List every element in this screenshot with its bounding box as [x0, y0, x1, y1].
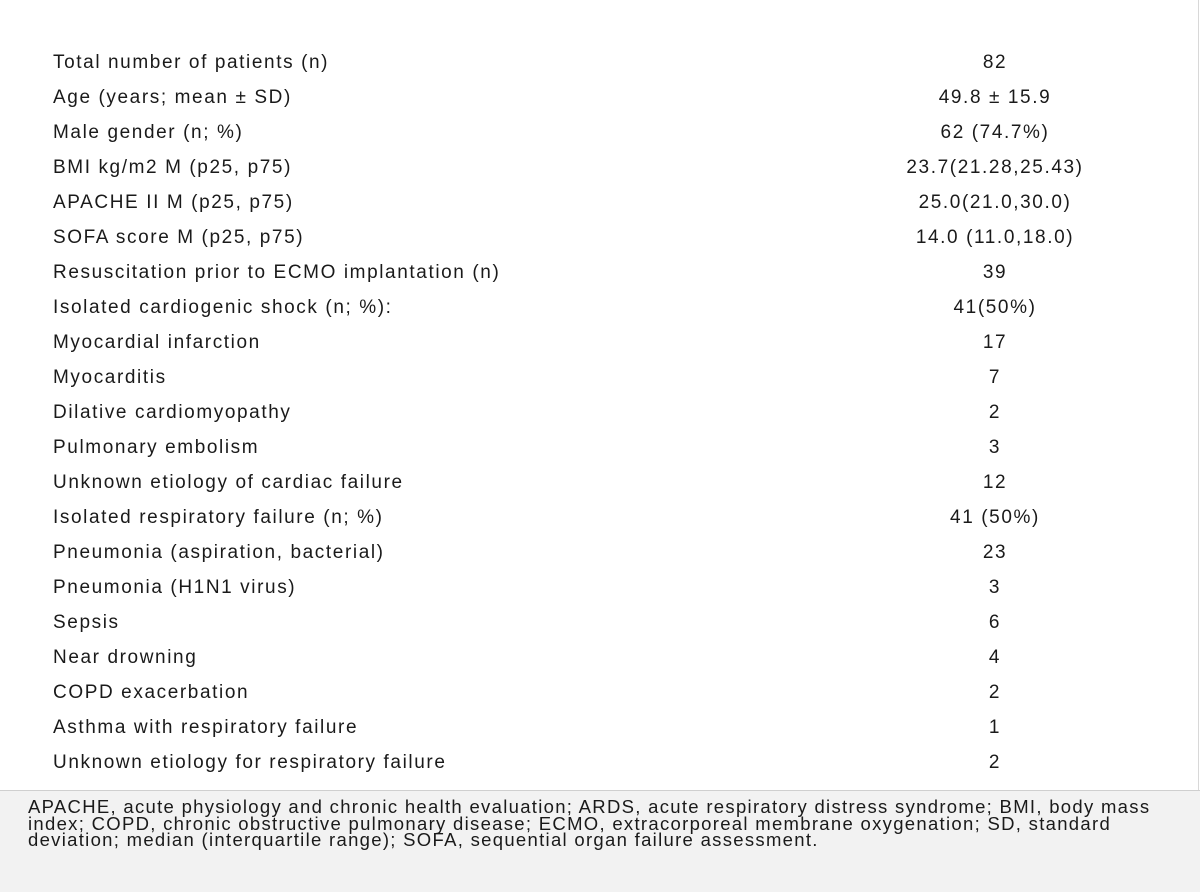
row-label: Resuscitation prior to ECMO implantation (n) [53, 262, 501, 283]
table-row [0, 45, 1200, 80]
table-row [0, 605, 1200, 640]
row-label: Age (years; mean ± SD) [53, 87, 292, 108]
row-value: 2 [988, 402, 1002, 423]
row-label: APACHE II M (p25, p75) [53, 192, 294, 213]
row-label: Male gender (n; %) [53, 122, 244, 143]
row-value: 41 (50%) [950, 507, 1040, 528]
row-label: Isolated cardiogenic shock (n; %): [53, 297, 393, 318]
row-label: SOFA score M (p25, p75) [53, 227, 305, 248]
row-value: 7 [988, 367, 1002, 388]
table-row [0, 325, 1200, 360]
footnote-text: APACHE, acute physiology and chronic health evaluation; ARDS, acute respiratory distress syndrome; BMI, body mass index; COPD, chronic obstructive pulmonary disease; ECMO, extracorporeal membrane oxygenation; SD, standard deviation; median (interquartile range); SOFA, sequential organ failure assessment. [28, 796, 1151, 851]
row-label: COPD exacerbation [53, 682, 250, 703]
table-row [0, 220, 1200, 255]
table-row [0, 465, 1200, 500]
table-row [0, 710, 1200, 745]
table-row [0, 535, 1200, 570]
table-row [0, 570, 1200, 605]
patient-characteristics-table [0, 45, 1200, 780]
row-value: 41(50%) [953, 297, 1037, 318]
row-value: 4 [988, 647, 1002, 668]
row-value: 23.7(21.28,25.43) [906, 157, 1084, 178]
row-label: Unknown etiology for respiratory failure [53, 752, 447, 773]
table-row [0, 675, 1200, 710]
row-value: 3 [988, 577, 1002, 598]
table-row [0, 430, 1200, 465]
table-row [0, 185, 1200, 220]
row-value: 14.0 (11.0,18.0) [915, 227, 1075, 248]
table-row [0, 255, 1200, 290]
row-label: Isolated respiratory failure (n; %) [53, 507, 384, 528]
row-label: Total number of patients (n) [53, 52, 330, 73]
row-value: 1 [988, 717, 1002, 738]
table-row [0, 395, 1200, 430]
table-row [0, 500, 1200, 535]
row-label: Sepsis [53, 612, 120, 633]
row-value: 6 [988, 612, 1002, 633]
table-row [0, 360, 1200, 395]
row-label: Pneumonia (H1N1 virus) [53, 577, 297, 598]
row-value: 82 [982, 52, 1008, 73]
row-value: 2 [988, 752, 1002, 773]
row-label: Near drowning [53, 647, 198, 668]
row-value: 2 [988, 682, 1002, 703]
row-label: Pulmonary embolism [53, 437, 260, 458]
row-label: Dilative cardiomyopathy [53, 402, 292, 423]
row-value: 39 [982, 262, 1008, 283]
row-value: 17 [982, 332, 1008, 353]
table-row [0, 290, 1200, 325]
row-value: 49.8 ± 15.9 [938, 87, 1052, 108]
row-value: 3 [988, 437, 1002, 458]
row-value: 25.0(21.0,30.0) [918, 192, 1072, 213]
table-row [0, 745, 1200, 780]
row-label: Myocarditis [53, 367, 167, 388]
row-label: Asthma with respiratory failure [53, 717, 359, 738]
row-label: Pneumonia (aspiration, bacterial) [53, 542, 385, 563]
row-label: BMI kg/m2 M (p25, p75) [53, 157, 292, 178]
row-value: 62 (74.7%) [940, 122, 1050, 143]
table-row [0, 640, 1200, 675]
row-label: Myocardial infarction [53, 332, 261, 353]
table-footnote [0, 790, 1200, 892]
table-row [0, 150, 1200, 185]
row-value: 12 [982, 472, 1008, 493]
table-row [0, 80, 1200, 115]
table-row [0, 115, 1200, 150]
row-label: Unknown etiology of cardiac failure [53, 472, 404, 493]
row-value: 23 [982, 542, 1008, 563]
